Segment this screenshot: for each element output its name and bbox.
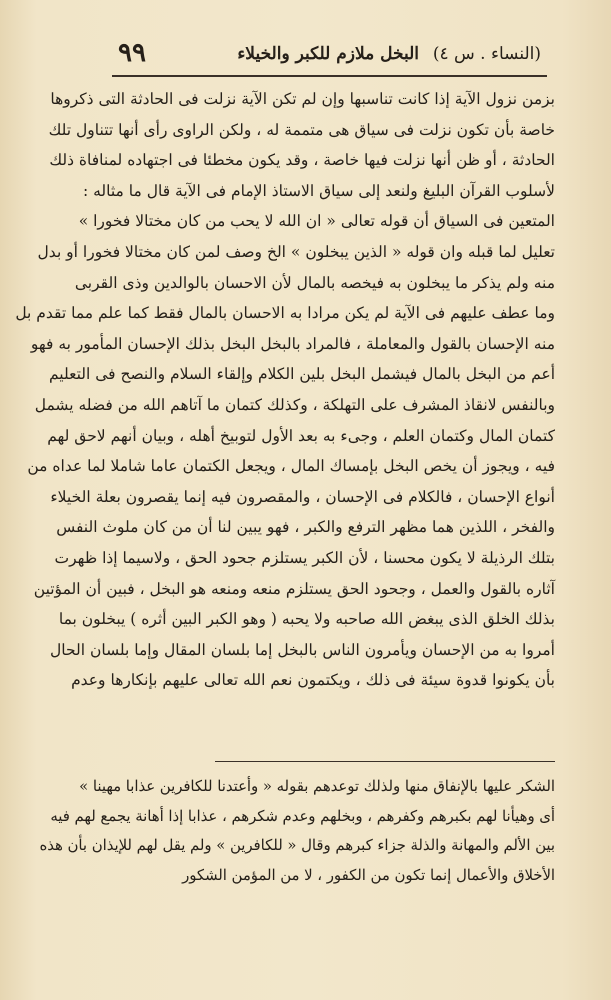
- body-line: آثاره بالقول والعمل ، وجحود الحق يستلزم منعه ومنعه هو البخل ، فبين أن المؤتين: [33, 579, 555, 598]
- footnote-separator: [215, 761, 555, 762]
- body-line: الحادثة ، أو ظن أنها نزلت فيها خاصة ، وقد يكون مخطئا فى اجتهاده لمنافاة ذلك: [49, 151, 555, 170]
- footnote-line: الأخلاق والأعمال إنما تكون من الكفور ، لا من المؤمن الشكور: [182, 866, 555, 884]
- body-line: والفخر ، اللذين هما مظهر الترفع والكبر ، فهو يبين لنا أن من كان ملوث النفس: [56, 518, 555, 537]
- footnote-line: الشكر عليها بالإنفاق منها ولذلك توعدهم بقوله « وأعتدنا للكافرين عذابا مهينا »: [79, 778, 555, 795]
- body-line: لأسلوب القرآن البليغ ولنعد إلى سياق الاستاذ الإمام فى الآية قال ما مثاله :: [82, 181, 555, 200]
- body-line: تعليل لما قبله وان قوله « الذين يبخلون » الخ وصف لمن كان مختالا فخورا أو بدل: [37, 242, 555, 261]
- body-line: بذلك الخلق الذى يبغض الله صاحبه ولا يحبه ( وهو الكبر البين أثره ) يبخلون بما: [58, 610, 555, 629]
- header-source: (النساء . س ٤): [432, 44, 541, 64]
- footnote-line: أى وهيأنا لهم بكبرهم وكفرهم ، وبخلهم وعدم شكرهم ، عذابا إذا أهانة يجمع لهم فيه: [50, 807, 555, 825]
- page-number: ٩٩: [118, 38, 146, 68]
- running-header: [118, 38, 541, 72]
- body-line: أمروا به من الإحسان ويأمرون الناس بالبخل إما بلسان المقال وإما بلسان الحال: [50, 640, 555, 659]
- footnote-line: بين الألم والمهانة والذلة جزاء كبرهم وقال « للكافرين » ولم يقل لهم للإيذان بأن هذه: [39, 837, 555, 854]
- body-line: بزمن نزول الآية إذا كانت تناسبها وإن لم تكن الآية نزلت فى الحادثة التى ذكروها: [50, 90, 555, 108]
- body-line: خاصة بأن تكون نزلت فى سياق هى متممة له ، ولكن الراوى رأى أنها تتناول تلك: [48, 120, 555, 139]
- body-line: المتعين فى السياق أن قوله تعالى « ان الله لا يحب من كان مختالا فخورا »: [78, 212, 555, 231]
- body-line: كتمان المال وكتمان العلم ، وجىء به بعد الأول لتوبيخ أهله ، وبيان أنهم لاحق لهم: [47, 426, 555, 445]
- body-line: بتلك الرذيلة لا يكون محسنا ، لأن الكبر يستلزم جحود الحق ، ولاسيما إذا ظهرت: [54, 548, 555, 567]
- body-line: منه ولم يذكر ما يبخلون به فيخصه بالمال لأن الاحسان بالوالدين وذى القربى: [74, 273, 555, 292]
- body-line: وبالنفس لانقاذ المشرف على التهلكة ، وكذلك كتمان ما آتاهم الله من فضله يشمل: [34, 395, 555, 414]
- header-rule: [112, 75, 547, 77]
- body-text: [15, 84, 555, 696]
- body-line: وما عطف عليهم فى الآية لم يكن مرادا به الاحسان بالمال فقط كما علم مما تقدم بل: [15, 304, 555, 323]
- header-title: البخل ملازم للكبر والخيلاء: [237, 44, 419, 64]
- body-line: منه الإحسان بالقول والمعاملة ، فالمراد بالبخل البخل بذلك الإحسان المأمور به فهو: [30, 334, 555, 353]
- body-line: أنواع الإحسان ، فالكلام فى الإحسان ، والمقصرون فيه إنما يقصرون بعلة الخيلاء: [50, 487, 555, 506]
- footnote-block: [39, 772, 555, 890]
- body-line: بأن يكونوا قدوة سيئة فى ذلك ، ويكتمون نعم الله تعالى عليهم بإنكارها وعدم: [71, 671, 555, 690]
- body-line: فيه ، ويجوز أن يخص البخل بإمساك المال ، ويجعل الكتمان عاما شاملا لما عداه من: [27, 457, 555, 476]
- body-line: أعم من البخل بالمال فيشمل البخل بلين الكلام وإلقاء السلام والنصح فى التعليم: [48, 365, 555, 384]
